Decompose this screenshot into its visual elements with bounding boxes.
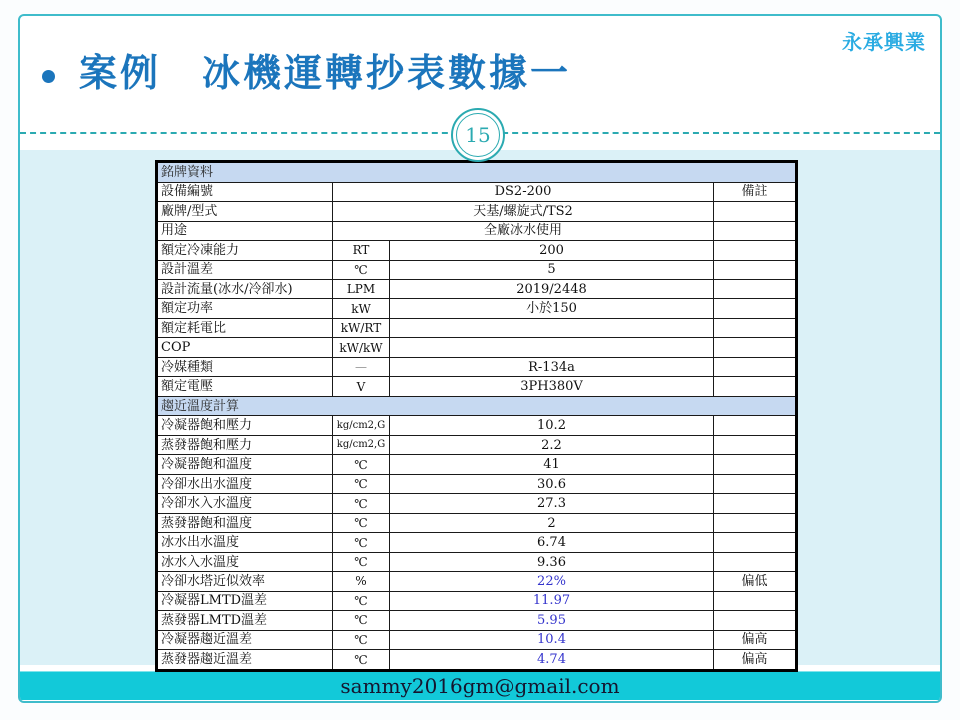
row-unit: kW/kW (333, 338, 390, 357)
row-label: 蒸發器飽和壓力 (157, 435, 333, 454)
row-remark (714, 591, 797, 610)
row-value: 6.74 (390, 533, 714, 552)
row-label: 冷凝器飽和溫度 (157, 455, 333, 474)
row-label: 額定耗電比 (157, 318, 333, 337)
row-unit: ℃ (333, 260, 390, 279)
table-row (157, 591, 797, 610)
meter-table (155, 160, 798, 672)
row-label: 冰水出水溫度 (157, 533, 333, 552)
row-unit: kW/RT (333, 318, 390, 337)
meter-table-body (157, 162, 797, 671)
row-value: 200 (390, 241, 714, 260)
table-row (157, 357, 797, 376)
table-row (157, 435, 797, 454)
row-value: 10.2 (390, 416, 714, 435)
slide-card (18, 14, 942, 703)
row-unit: kW (333, 299, 390, 318)
table-section-row (157, 162, 797, 183)
table-row (157, 455, 797, 474)
table-row (157, 338, 797, 357)
row-label: 冷凝器LMTD溫差 (157, 591, 333, 610)
footer-email: sammy2016gm@gmail.com (340, 674, 620, 698)
table-row (157, 513, 797, 532)
row-unit: RT (333, 241, 390, 260)
page-title: 案例 冰機運轉抄表數據一 (79, 53, 572, 95)
row-unit: % (333, 572, 390, 591)
table-row (157, 494, 797, 513)
row-value: 小於150 (390, 299, 714, 318)
row-unit: ℃ (333, 494, 390, 513)
row-unit: ℃ (333, 630, 390, 649)
row-label: 廠牌/型式 (157, 202, 333, 221)
row-unit: — (333, 357, 390, 376)
table-row (157, 377, 797, 396)
row-unit: ℃ (333, 552, 390, 571)
table-row (157, 221, 797, 240)
row-value: 4.74 (390, 650, 714, 671)
row-remark (714, 435, 797, 454)
row-value: 2 (390, 513, 714, 532)
table-row (157, 279, 797, 298)
row-remark (714, 279, 797, 298)
table-section-header: 銘牌資料 (157, 162, 797, 183)
row-remark (714, 318, 797, 337)
row-value: 5.95 (390, 611, 714, 630)
page-number-badge (451, 108, 505, 162)
table-row (157, 611, 797, 630)
row-remark: 偏高 (714, 630, 797, 649)
row-value: 5 (390, 260, 714, 279)
row-remark (714, 357, 797, 376)
row-label: 額定電壓 (157, 377, 333, 396)
row-value: 10.4 (390, 630, 714, 649)
row-value: 41 (390, 455, 714, 474)
row-remark (714, 299, 797, 318)
row-label: 蒸發器LMTD溫差 (157, 611, 333, 630)
table-row (157, 552, 797, 571)
row-label: 蒸發器趨近溫差 (157, 650, 333, 671)
row-remark (714, 260, 797, 279)
table-section-header: 趨近溫度計算 (157, 396, 797, 415)
row-value: R-134a (390, 357, 714, 376)
row-label: 冷媒種類 (157, 357, 333, 376)
row-label: 冷卻水塔近似效率 (157, 572, 333, 591)
row-unit: ℃ (333, 455, 390, 474)
row-value (390, 338, 714, 357)
row-label: 冷卻水入水溫度 (157, 494, 333, 513)
page-number: 15 (465, 123, 491, 147)
row-unit: ℃ (333, 611, 390, 630)
table-row (157, 241, 797, 260)
meter-table-wrap (155, 160, 798, 672)
row-label: 設備編號 (157, 182, 333, 201)
row-remark: 偏低 (714, 572, 797, 591)
row-remark (714, 474, 797, 493)
row-value (390, 318, 714, 337)
table-row (157, 474, 797, 493)
row-value: 2019/2448 (390, 279, 714, 298)
row-remark (714, 338, 797, 357)
row-label: 蒸發器飽和溫度 (157, 513, 333, 532)
table-row (157, 202, 797, 221)
row-remark: 偏高 (714, 650, 797, 671)
company-logo-text: 永承興業 (842, 32, 926, 54)
row-label: 用途 (157, 221, 333, 240)
row-value: 27.3 (390, 494, 714, 513)
row-value: 11.97 (390, 591, 714, 610)
row-remark (714, 611, 797, 630)
row-label: 額定冷凍能力 (157, 241, 333, 260)
row-label: 設計流量(冰水/冷卻水) (157, 279, 333, 298)
table-row (157, 650, 797, 671)
row-value: DS2-200 (333, 182, 714, 201)
row-unit: LPM (333, 279, 390, 298)
row-value: 22% (390, 572, 714, 591)
row-value: 3PH380V (390, 377, 714, 396)
row-value: 天基/螺旋式/TS2 (333, 202, 714, 221)
bullet-icon (42, 70, 55, 83)
row-label: 設計溫差 (157, 260, 333, 279)
row-value: 全廠冰水使用 (333, 221, 714, 240)
row-unit: kg/cm2,G (333, 435, 390, 454)
table-row (157, 260, 797, 279)
row-remark (714, 455, 797, 474)
row-remark (714, 241, 797, 260)
row-remark: 備註 (714, 182, 797, 201)
row-remark (714, 513, 797, 532)
row-label: COP (157, 338, 333, 357)
row-value: 2.2 (390, 435, 714, 454)
row-remark (714, 552, 797, 571)
row-unit: ℃ (333, 513, 390, 532)
row-unit: ℃ (333, 650, 390, 671)
page-number-inner-ring (456, 113, 500, 157)
table-row (157, 416, 797, 435)
table-row (157, 318, 797, 337)
row-label: 冷凝器飽和壓力 (157, 416, 333, 435)
table-row (157, 299, 797, 318)
row-unit: ℃ (333, 474, 390, 493)
row-unit: V (333, 377, 390, 396)
row-remark (714, 533, 797, 552)
title-row (42, 54, 571, 96)
table-row (157, 182, 797, 201)
table-row (157, 630, 797, 649)
table-row (157, 533, 797, 552)
row-value: 30.6 (390, 474, 714, 493)
table-section-row (157, 396, 797, 415)
row-label: 冰水入水溫度 (157, 552, 333, 571)
row-unit: ℃ (333, 533, 390, 552)
row-label: 冷凝器趨近溫差 (157, 630, 333, 649)
row-label: 額定功率 (157, 299, 333, 318)
row-label: 冷卻水出水溫度 (157, 474, 333, 493)
table-row (157, 572, 797, 591)
row-remark (714, 494, 797, 513)
row-remark (714, 221, 797, 240)
row-value: 9.36 (390, 552, 714, 571)
row-remark (714, 416, 797, 435)
row-unit: kg/cm2,G (333, 416, 390, 435)
row-remark (714, 202, 797, 221)
footer-bar (20, 671, 940, 700)
row-unit: ℃ (333, 591, 390, 610)
row-remark (714, 377, 797, 396)
